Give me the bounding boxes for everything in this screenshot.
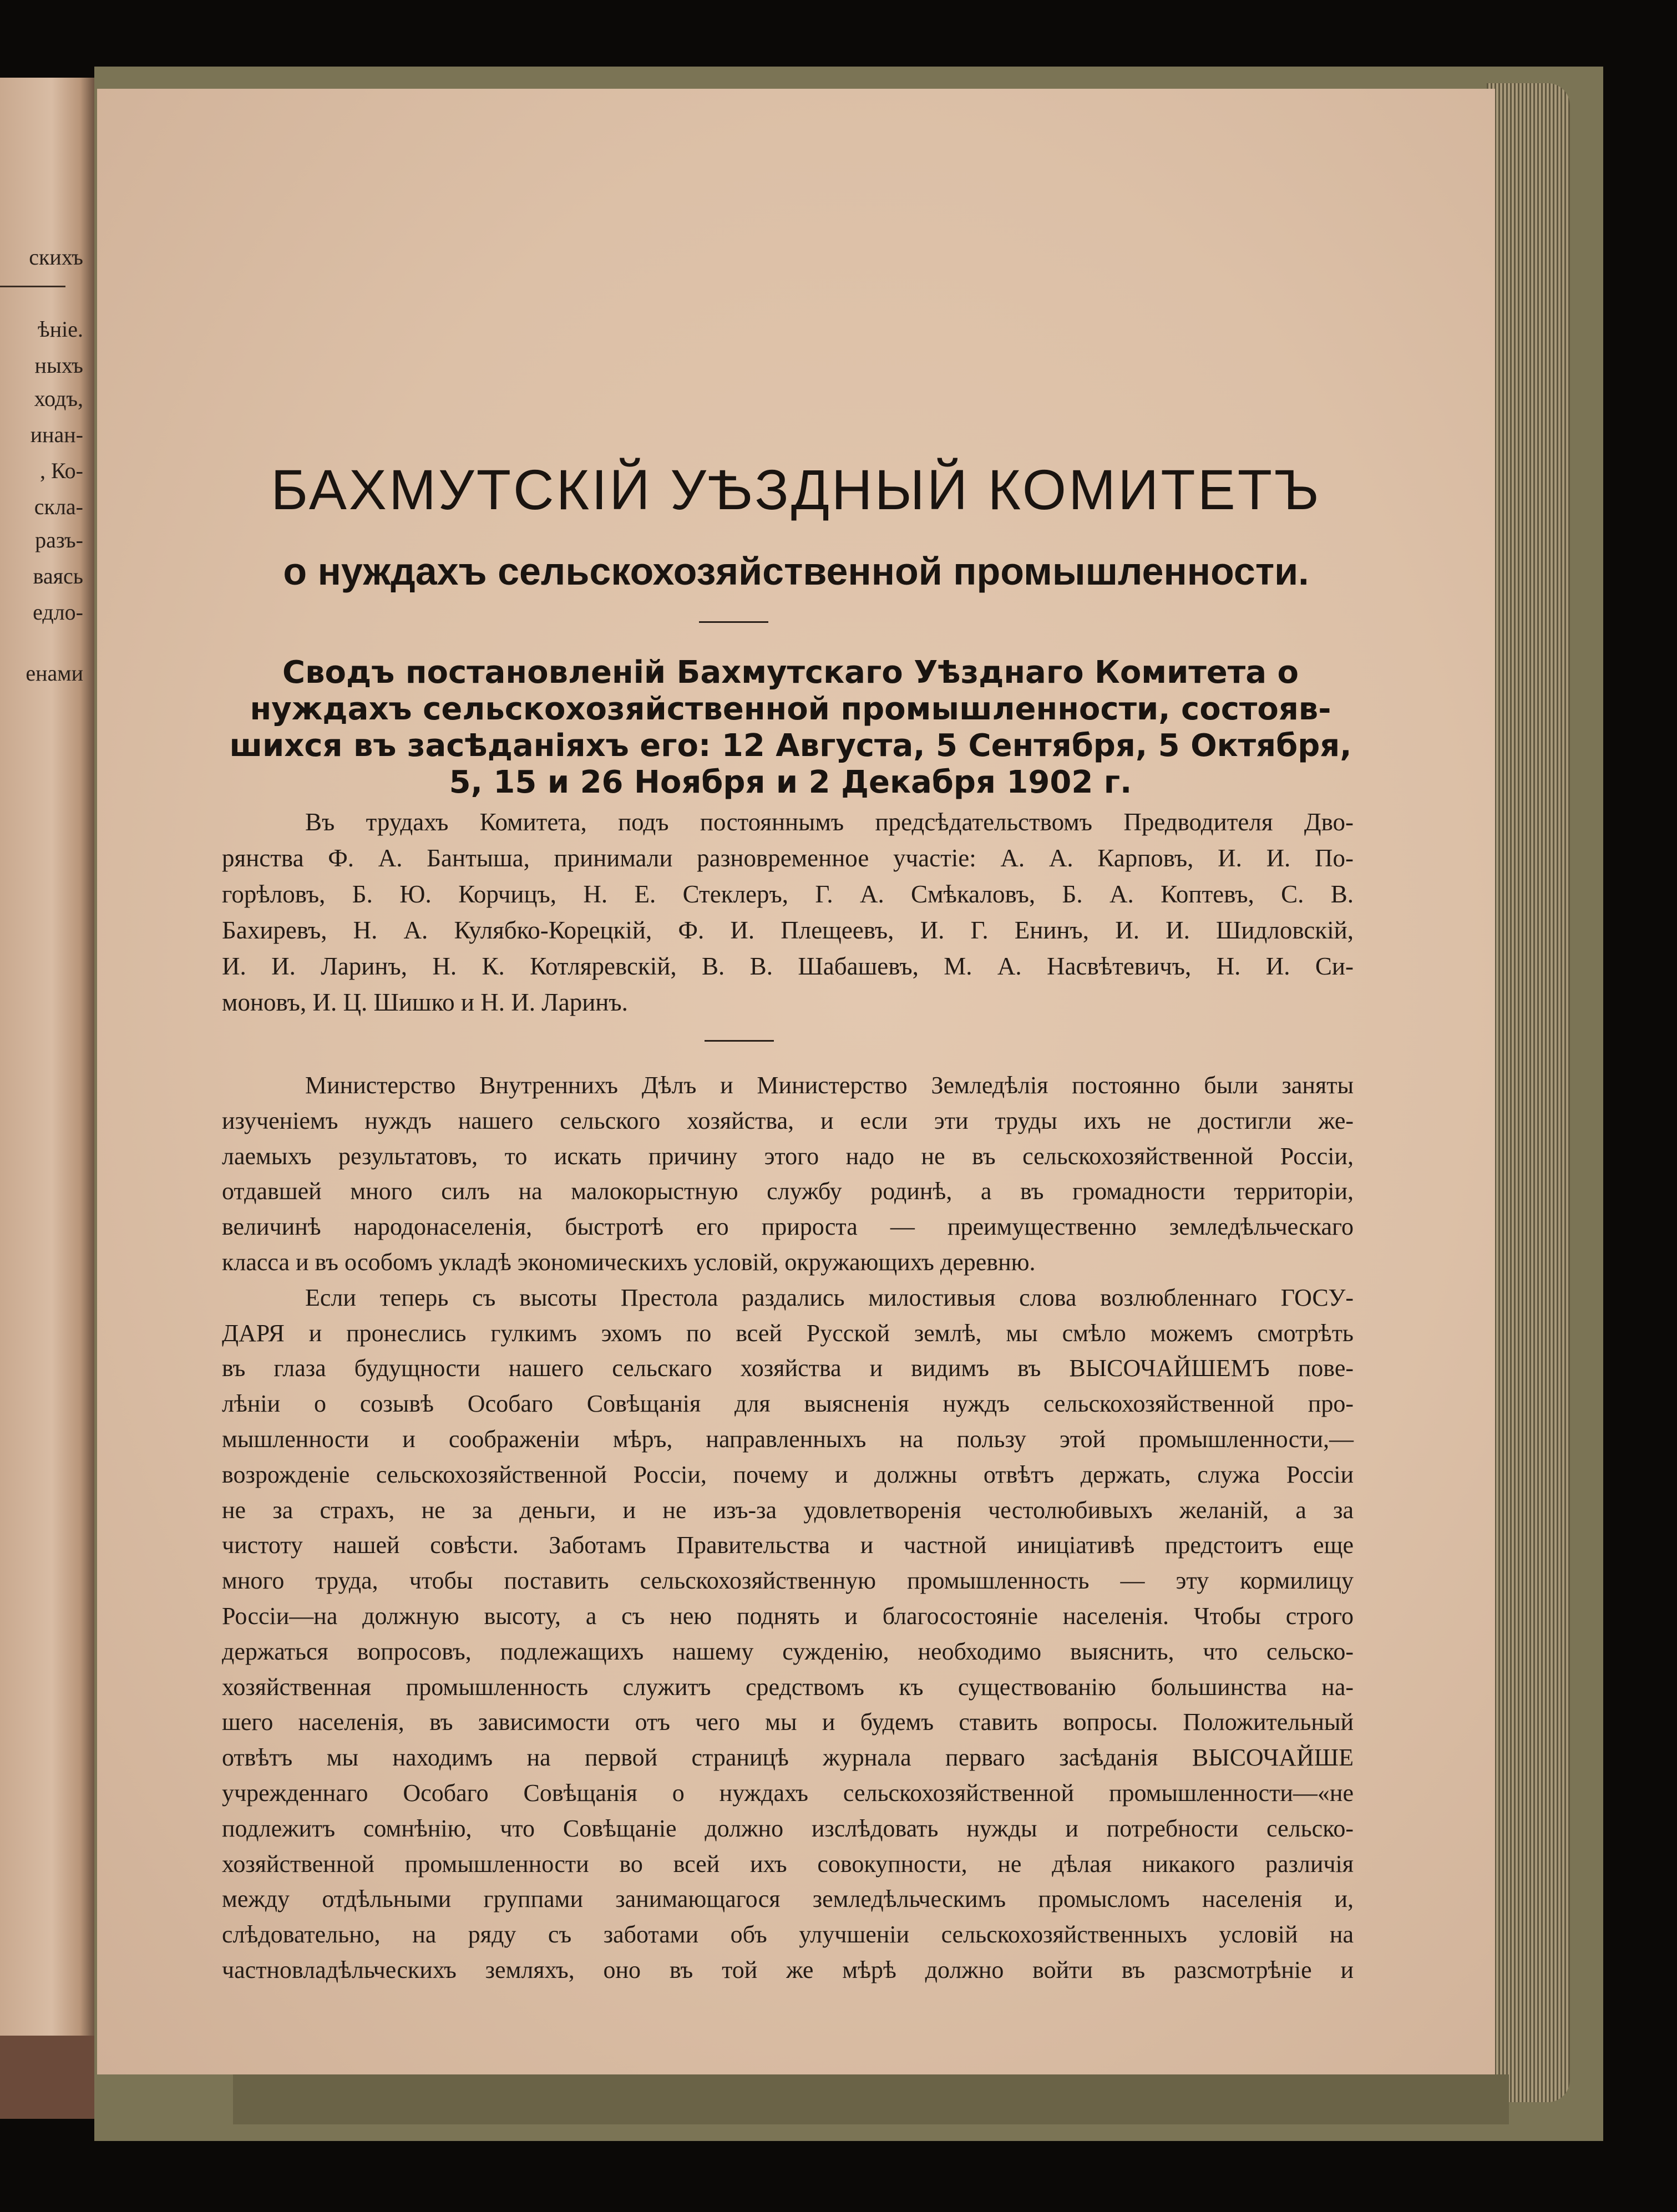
body-line: Если теперь съ высоты Престола раздались милостивыя слова возлюбленнаго ГОСУ- xyxy=(305,1283,1354,1311)
body-line: ДАРЯ и пронеслись гулкимъ эхомъ по всей Русской землѣ, мы смѣло можемъ смотрѣть xyxy=(222,1319,1354,1347)
page-title: БАХМУТСКІЙ УѢЗДНЫЙ КОМИТЕТЪ xyxy=(271,458,1321,521)
page-subtitle: о нуждахъ сельскохозяйственной промышленности. xyxy=(283,550,1309,593)
section-divider xyxy=(705,1040,774,1042)
previous-page-fragment: , Ко- xyxy=(39,458,83,483)
previous-page-binding xyxy=(0,2036,94,2119)
previous-page-fragment: инан- xyxy=(30,422,83,447)
body-line: мышленности и соображеніи мѣръ, направленныхъ на пользу этой промышленности,— xyxy=(222,1425,1354,1453)
body-line: между отдѣльными группами занимающагося земледѣльческимъ промысломъ населенія и, xyxy=(222,1885,1354,1913)
summary-line: нуждахъ сельскохозяйственной промышленности, состояв- xyxy=(250,691,1331,727)
body-line: лаемыхъ результатовъ, то искать причину этого надо не въ сельскохозяйственной Россіи, xyxy=(222,1142,1354,1170)
body-line: хозяйственная промышленность служитъ средствомъ къ существованію большинства на- xyxy=(222,1673,1354,1701)
body-line: лѣніи о созывѣ Особаго Совѣщанія для выясненія нуждъ сельскохозяйственной про- xyxy=(222,1390,1354,1418)
body-line: шего населенія, въ зависимости отъ чего мы и будемъ ставить вопросы. Положительный xyxy=(222,1708,1354,1736)
body-line: возрожденіе сельскохозяйственной Россіи, почему и должны отвѣтъ держать, служа Россіи xyxy=(222,1460,1354,1488)
body-line: слѣдовательно, на ряду съ заботами объ улучшеніи сельскохозяйственныхъ условій на xyxy=(222,1921,1354,1949)
paragraph-line: Въ трудахъ Комитета, подъ постояннымъ предсѣдательствомъ Предводителя Дво- xyxy=(305,808,1354,836)
body-line: учрежденнаго Особаго Совѣщанія о нуждахъ сельскохозяйственной промышленности—«не xyxy=(222,1779,1354,1807)
previous-page-fragment: скихъ xyxy=(29,245,83,270)
body-line: Россіи—на должную высоту, а съ нею поднять и благосостояніе населенія. Чтобы строго xyxy=(222,1602,1354,1630)
body-line: держаться вопросовъ, подлежащихъ нашему сужденію, необходимо выяснить, что сельско- xyxy=(222,1637,1354,1665)
resolutions-summary xyxy=(164,655,1417,801)
title-divider xyxy=(699,621,768,623)
summary-line: 5, 15 и 26 Ноября и 2 Декабря 1902 г. xyxy=(449,764,1132,800)
summary-line: Сводъ постановленій Бахмутскаго Уѣзднаго Комитета о xyxy=(282,655,1299,691)
body-line: изученіемъ нуждъ нашего сельского хозяйства, и если эти труды ихъ не достигли же- xyxy=(222,1107,1354,1134)
body-line: отдавшей много силъ на малокорыстную службу родинѣ, а въ громадности территоріи, xyxy=(222,1178,1354,1205)
summary-line: шихся въ засѣданіяхъ его: 12 Августа, 5 Сентября, 5 Октября, xyxy=(229,728,1352,764)
paragraph-line: рянства Ф. А. Бантыша, принимали разновременное участіе: А. А. Карповъ, И. И. По- xyxy=(222,844,1354,872)
previous-page-edge xyxy=(0,78,94,2119)
paragraph-line: И. И. Ларинъ, Н. К. Котляревскій, В. В. Шабашевъ, М. А. Насвѣтевичъ, Н. И. Си- xyxy=(222,952,1354,980)
body-line: не за страхъ, не за деньги, и не изъ-за удовлетворенія честолюбивыхъ желаній, а за xyxy=(222,1496,1354,1524)
previous-page-fragment: разъ- xyxy=(35,527,83,552)
paragraph-line: моновъ, И. Ц. Шишко и Н. И. Ларинъ. xyxy=(222,988,628,1016)
body-text xyxy=(222,1068,1354,1988)
paragraph-line: горѣловъ, Б. Ю. Корчицъ, Н. Е. Стеклеръ, Г. А. Смѣкаловъ, Б. А. Коптевъ, С. В. xyxy=(222,880,1354,908)
body-line: чистоту нашей совѣсти. Заботамъ Правительства и частной иниціативѣ предстоитъ еще xyxy=(222,1531,1354,1559)
body-line: подлежитъ сомнѣнію, что Совѣщаніе должно изслѣдовать нужды и потребности сельско- xyxy=(222,1814,1354,1842)
body-line: въ глаза будущности нашего сельскаго хозяйства и видимъ въ ВЫСОЧАЙШЕМЪ пове- xyxy=(222,1354,1354,1382)
previous-page-fragment: ходъ, xyxy=(34,386,83,411)
body-line: хозяйственной промышленности во всей ихъ совокупности, не дѣлая никакого различія xyxy=(222,1850,1354,1878)
page-edges xyxy=(1487,83,1570,2102)
previous-page-fragment: скла- xyxy=(34,494,83,519)
body-line: класса и въ особомъ укладѣ экономическихъ условій, окружающихъ деревню. xyxy=(222,1248,1036,1276)
participants-paragraph xyxy=(222,804,1354,1021)
previous-page-fragment: ныхъ xyxy=(34,353,83,378)
previous-page-fragment: енами xyxy=(26,661,83,686)
body-line: отвѣтъ мы находимъ на первой страницѣ журнала перваго засѣданія ВЫСОЧАЙШЕ xyxy=(222,1744,1354,1772)
previous-page-fragment: ѣніе. xyxy=(38,317,83,342)
paragraph-line: Бахиревъ, Н. А. Кулябко-Корецкій, Ф. И. Плещеевъ, И. Г. Енинъ, И. И. Шидловскій, xyxy=(222,916,1354,944)
previous-page-fragment: ваясь xyxy=(33,564,83,588)
cover-bottom-edge xyxy=(233,2074,1509,2124)
body-line: величинѣ народонаселенія, быстротѣ его прироста — преимущественно земледѣльческаго xyxy=(222,1213,1354,1241)
body-line: Министерство Внутреннихъ Дѣлъ и Министерство Земледѣлія постоянно были заняты xyxy=(305,1072,1354,1099)
previous-page-rule xyxy=(0,286,65,287)
document-page xyxy=(97,89,1495,2074)
body-line: частновладѣльческихъ земляхъ, оно въ той же мѣрѣ должно войти въ разсмотрѣніе и xyxy=(222,1956,1354,1983)
previous-page-fragment: едло- xyxy=(33,600,83,625)
body-line: много труда, чтобы поставить сельскохозяйственную промышленность — эту кормилицу xyxy=(222,1567,1354,1595)
